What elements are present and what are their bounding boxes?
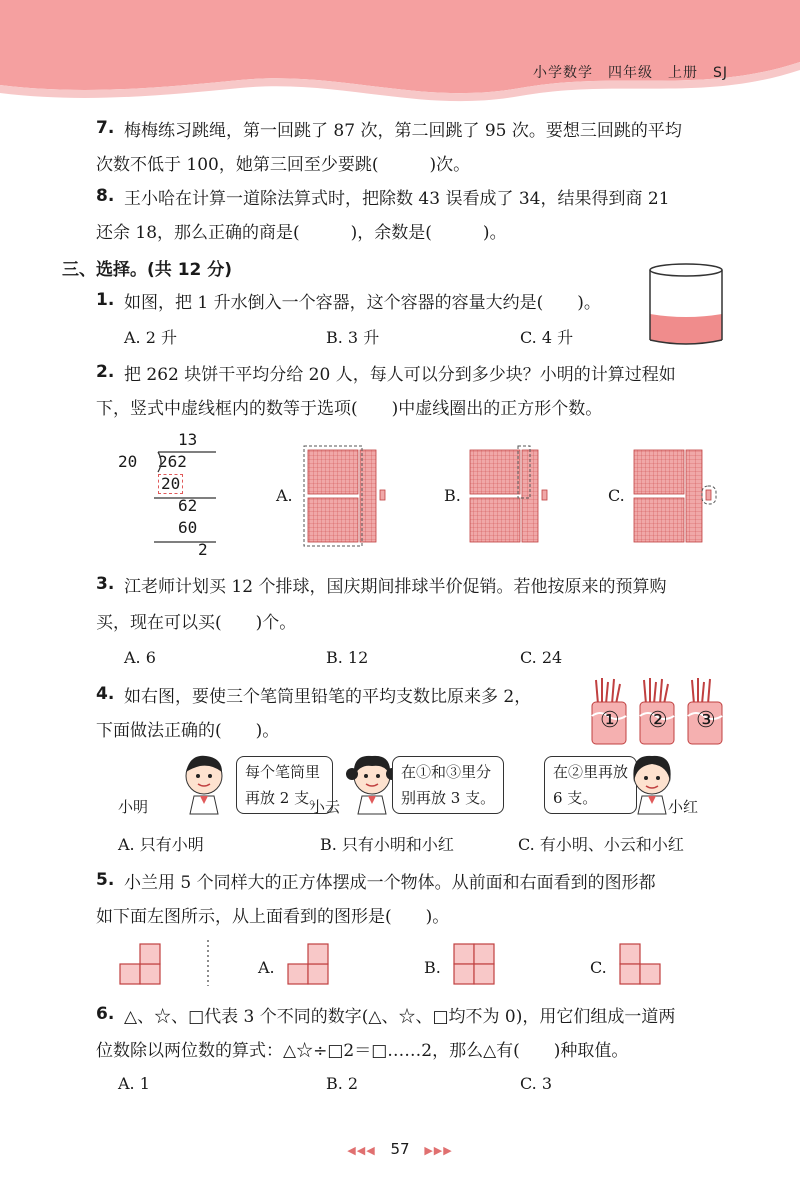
q4-line1: 如右图，要使三个笔筒里铅笔的平均支数比原来多 2， (124, 687, 532, 707)
dashed-box-step: 20 (158, 474, 183, 494)
cup-3-label: ③ (696, 708, 716, 733)
header-label: 小学数学 四年级 上册 SJ (532, 65, 728, 81)
q8-line1: 王小哈在计算一道除法算式时，把除数 43 误看成了 34，结果得到商 21 (124, 189, 670, 209)
xiaohong-bubble: 在②里再放 6 支。 (544, 756, 637, 814)
q5-option-b[interactable]: B. (424, 958, 441, 977)
q7-number: 7. (96, 118, 115, 138)
footer-left-arrows: ◀◀◀ (347, 1144, 376, 1157)
q1-text: 如图，把 1 升水倒入一个容器，这个容器的容量大约是( )。 (124, 293, 601, 313)
q5-option-a[interactable]: A. (258, 958, 275, 977)
q1-option-b[interactable]: B. 3 升 (326, 328, 380, 347)
q5-line1: 小兰用 5 个同样大的正方体摆成一个物体。从前面和右面看到的图形都 (124, 873, 656, 893)
q6-option-c[interactable]: C. 3 (520, 1074, 553, 1093)
q6-option-b[interactable]: B. 2 (326, 1074, 359, 1093)
q3-option-c[interactable]: C. 24 (520, 648, 563, 667)
cup-1-label: ① (600, 708, 620, 733)
q6-line2: 位数除以两位数的算式：△☆÷□2＝□……2，那么△有( )种取值。 (96, 1041, 629, 1061)
q2-number: 2. (96, 362, 115, 382)
q1-number: 1. (96, 290, 115, 310)
q2-option-c[interactable]: C. (608, 486, 625, 505)
q4-line2: 下面做法正确的( )。 (96, 721, 280, 741)
q2-option-b[interactable]: B. (444, 486, 461, 505)
q8-line2: 还余 18，那么正确的商是( )，余数是( )。 (96, 223, 507, 243)
q3-option-b[interactable]: B. 12 (326, 648, 369, 667)
q3-option-a[interactable]: A. 6 (124, 648, 156, 667)
xiaohong-name: 小红 (668, 798, 699, 816)
cup-2-label: ② (648, 708, 668, 733)
page-number: 57 (390, 1140, 410, 1158)
footer-right-arrows: ▶▶▶ (424, 1144, 453, 1157)
quotient: 13 (178, 430, 198, 449)
q5-number: 5. (96, 870, 115, 890)
section-title: 三、选择。(共 12 分) (62, 260, 233, 280)
q4-option-c[interactable]: C. 有小明、小云和小红 (518, 835, 684, 854)
step2: 62 (178, 496, 198, 515)
q3-line1: 江老师计划买 12 个排球，国庆期间排球半价促销。若他按原来的预算购 (124, 577, 667, 597)
q7-line1: 梅梅练习跳绳，第一回跳了 87 次，第二回跳了 95 次。要想三回跳的平均 (124, 121, 682, 141)
q3-number: 3. (96, 574, 115, 594)
q2-option-a[interactable]: A. (276, 486, 293, 505)
header-banner (0, 0, 800, 110)
q4-option-b[interactable]: B. 只有小明和小红 (320, 835, 454, 854)
q4-number: 4. (96, 684, 115, 704)
q2-option-figures (270, 440, 770, 552)
q2-line1: 把 262 块饼干平均分给 20 人，每人可以分到多少块？小明的计算过程如 (124, 365, 676, 385)
q1-option-a[interactable]: A. 2 升 (124, 328, 177, 347)
step3: 60 (178, 518, 198, 537)
q3-line2: 买，现在可以买( )个。 (96, 613, 297, 633)
remainder: 2 (198, 540, 208, 559)
xiaoming-avatar (176, 752, 236, 816)
q8-number: 8. (96, 186, 115, 206)
divisor: 20 (118, 452, 138, 471)
q5-shapes (112, 938, 732, 988)
q6-number: 6. (96, 1004, 115, 1024)
xiaoyun-name: 小云 (310, 798, 341, 816)
q7-line2: 次数不低于 100，她第三回至少要跳( )次。 (96, 155, 471, 175)
q5-option-c[interactable]: C. (590, 958, 607, 977)
q4-option-a[interactable]: A. 只有小明 (118, 835, 204, 854)
dividend: 262 (158, 452, 187, 471)
q2-line2: 下，竖式中虚线框内的数等于选项( )中虚线圈出的正方形个数。 (96, 399, 603, 419)
q1-option-c[interactable]: C. 4 升 (520, 328, 574, 347)
xiaoming-bubble: 每个笔筒里 再放 2 支。 (236, 756, 333, 814)
q6-option-a[interactable]: A. 1 (118, 1074, 150, 1093)
division-lines (150, 448, 220, 558)
xiaoyun-bubble: 在①和③里分 别再放 3 支。 (392, 756, 504, 814)
q5-line2: 如下面左图所示，从上面看到的图形是( )。 (96, 907, 450, 927)
container-figure (648, 262, 724, 348)
xiaoming-name: 小明 (118, 798, 149, 816)
q6-line1: △、☆、□代表 3 个不同的数字(△、☆、□均不为 0)，用它们组成一道两 (124, 1007, 676, 1027)
page-footer (0, 1140, 800, 1158)
